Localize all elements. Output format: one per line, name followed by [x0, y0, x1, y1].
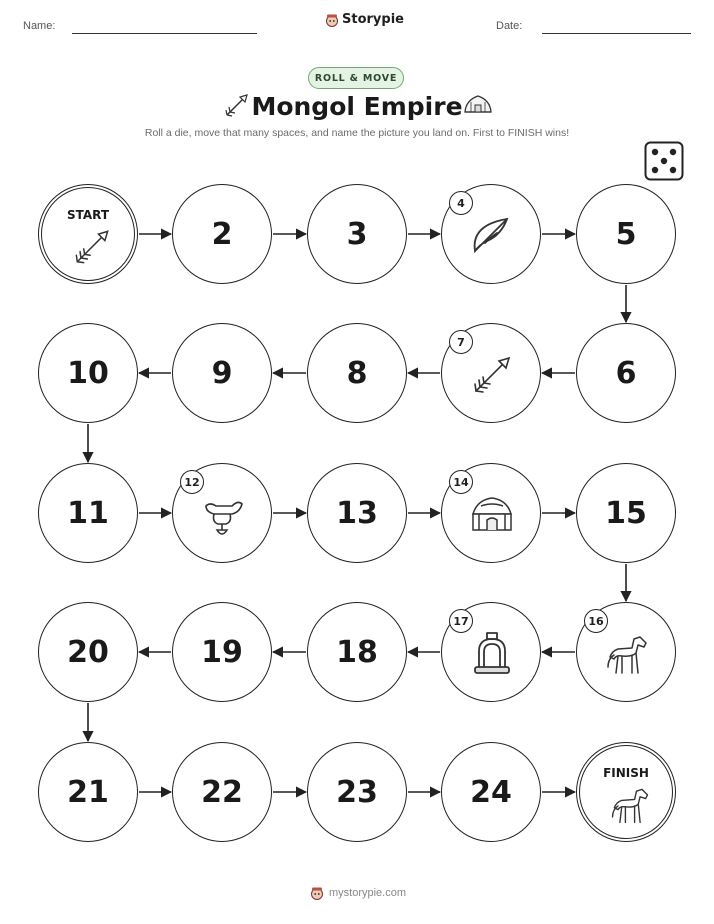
board-space-18	[307, 602, 407, 702]
space-number: 5	[615, 216, 637, 252]
finish-space	[576, 742, 676, 842]
yurt-icon	[467, 490, 517, 540]
board-space-6	[576, 323, 676, 423]
space-number: 22	[201, 774, 243, 810]
date-label: Date:	[496, 20, 523, 32]
horse-icon	[602, 629, 652, 679]
board-space-5	[576, 184, 676, 284]
board-space-21	[38, 742, 138, 842]
space-number: 19	[201, 634, 243, 670]
arrow-icon	[69, 224, 115, 270]
board-space-13	[307, 463, 407, 563]
space-number: 24	[470, 774, 512, 810]
space-number: 15	[605, 495, 647, 531]
board-space-11	[38, 463, 138, 563]
instructions: Roll a die, move that many spaces, and name the picture you land on. First to FINISH wins!	[144, 127, 570, 139]
space-number-badge: 16	[584, 609, 608, 633]
space-number: 8	[346, 355, 368, 391]
space-number: 11	[67, 495, 109, 531]
board-space-22	[172, 742, 272, 842]
space-number-badge: 7	[449, 330, 473, 354]
footer	[310, 886, 406, 900]
board-space-3	[307, 184, 407, 284]
space-number-badge: 12	[180, 470, 204, 494]
space-number: 18	[336, 634, 378, 670]
horse-icon	[607, 782, 653, 828]
brand-name: Storypie	[342, 12, 404, 27]
page-title: Mongol Empire	[251, 92, 463, 121]
name-label: Name:	[23, 20, 56, 32]
arrow-icon	[467, 350, 517, 400]
board-space-24	[441, 742, 541, 842]
space-number: 13	[336, 495, 378, 531]
board-space-9	[172, 323, 272, 423]
footer-url[interactable]: mystorypie.com	[329, 887, 407, 899]
board-space-2	[172, 184, 272, 284]
space-number: 6	[615, 355, 637, 391]
space-number: 10	[67, 355, 109, 391]
space-number-badge: 17	[449, 609, 473, 633]
board-space-19	[172, 602, 272, 702]
space-number: 23	[336, 774, 378, 810]
space-label: START	[66, 208, 110, 222]
space-number: 21	[67, 774, 109, 810]
board-space-23	[307, 742, 407, 842]
bow-icon	[467, 211, 517, 261]
roll-move-badge: ROLL & MOVE	[308, 67, 404, 89]
board-space-8	[307, 323, 407, 423]
space-number: 9	[211, 355, 233, 391]
space-label: FINISH	[603, 766, 649, 780]
space-number: 20	[67, 634, 109, 670]
space-number: 3	[346, 216, 368, 252]
storypie-logo-icon	[310, 886, 324, 900]
saddle-icon	[198, 490, 248, 540]
board-space-10	[38, 323, 138, 423]
board-space-15	[576, 463, 676, 563]
stirrup-icon	[467, 629, 517, 679]
board-space-20	[38, 602, 138, 702]
space-number: 2	[211, 216, 233, 252]
space-number-badge: 14	[449, 470, 473, 494]
start-space	[38, 184, 138, 284]
space-number-badge: 4	[449, 191, 473, 215]
